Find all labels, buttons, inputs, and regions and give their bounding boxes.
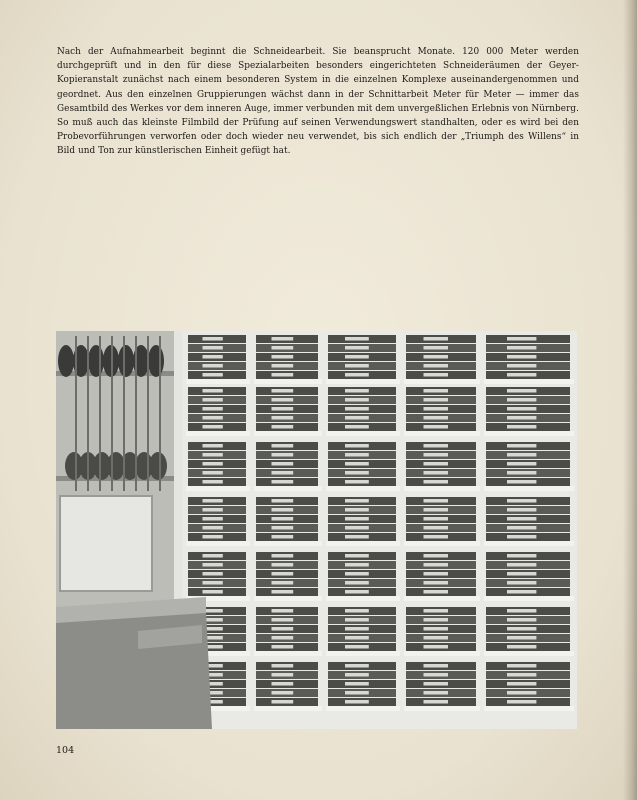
film-box-label	[272, 407, 294, 411]
film-box-label	[345, 636, 369, 640]
film-box-label	[272, 364, 294, 368]
film-box-label	[203, 407, 223, 411]
film-box-label	[203, 453, 223, 457]
film-box-label	[345, 508, 369, 512]
film-box-label	[345, 554, 369, 558]
body-paragraph: Nach der Aufnahmearbeit beginnt die Schneidearbeit. Sie beansprucht Monate. 120 000 Meter werden durchgeprüft und in den für diese Spezialarbeiten besonders eingerichteten Schneideräumen der Geyer-Kopieranstalt zunächst nach einem besonderen System in die einzelnen Komplexe auseinandergenommen und geordnet. Aus den einzelnen Gruppierungen wächst dann in der Schnittarbeit Meter für Meter — immer das Gesamtbild des Werkes vor dem inneren Auge, immer verbunden mit dem unvergeßlichen Erlebnis von Nürnberg. So muß auch das kleinste Filmbild der Prüfung auf seinen Verwendungswert standhalten, oder es wird bei den Probevorführungen verworfen oder doch wieder neu verwendet, bis sich endlich der „Triumph des Willens“ in Bild und Ton zur künstlerischen Einheit gefügt hat.	[57, 47, 579, 157]
film-box-label	[424, 398, 449, 402]
film-box-label	[272, 355, 294, 359]
film-box-label	[272, 627, 294, 631]
film-box-label	[424, 453, 449, 457]
film-box-label	[345, 645, 369, 649]
film-reel	[58, 345, 74, 377]
film-box-label	[424, 664, 449, 668]
film-box-label	[203, 554, 223, 558]
shelf-board	[484, 651, 574, 656]
film-box-label	[345, 590, 369, 594]
film-box-label	[203, 346, 223, 350]
film-box-label	[345, 691, 369, 695]
film-box-label	[507, 691, 536, 695]
film-box-label	[507, 480, 536, 484]
film-box-label	[203, 364, 223, 368]
film-box-label	[345, 425, 369, 429]
film-box-label	[345, 337, 369, 341]
film-box-label	[507, 609, 536, 613]
film-box-label	[507, 682, 536, 686]
shelf-board	[404, 651, 480, 656]
film-box-label	[507, 398, 536, 402]
film-box-label	[507, 627, 536, 631]
film-box-label	[424, 682, 449, 686]
film-box-label	[507, 444, 536, 448]
film-box-label	[203, 471, 223, 475]
film-box-label	[424, 636, 449, 640]
film-box-label	[203, 517, 223, 521]
shelf-board	[404, 596, 480, 601]
film-box-label	[345, 517, 369, 521]
film-box-label	[424, 645, 449, 649]
film-box-label	[345, 398, 369, 402]
film-box-label	[203, 526, 223, 530]
film-box-label	[507, 346, 536, 350]
film-box-label	[345, 373, 369, 377]
film-box-label	[424, 618, 449, 622]
film-box-label	[507, 645, 536, 649]
film-box-label	[424, 572, 449, 576]
shelf-board	[186, 431, 250, 436]
film-box-label	[345, 364, 369, 368]
film-box-label	[203, 563, 223, 567]
film-box-label	[345, 389, 369, 393]
film-box-label	[507, 389, 536, 393]
film-box-label	[507, 572, 536, 576]
film-box-label	[203, 337, 223, 341]
film-box-label	[203, 425, 223, 429]
film-box-label	[272, 563, 294, 567]
film-box-label	[507, 517, 536, 521]
film-box-label	[203, 581, 223, 585]
film-box-label	[272, 581, 294, 585]
film-box-label	[424, 471, 449, 475]
film-box-label	[272, 691, 294, 695]
shelf-board	[186, 379, 250, 384]
film-box-label	[424, 425, 449, 429]
shelf-board	[254, 486, 322, 491]
film-box-label	[507, 508, 536, 512]
film-box-label	[345, 682, 369, 686]
film-box-label	[345, 471, 369, 475]
film-box-label	[272, 373, 294, 377]
film-box-label	[424, 563, 449, 567]
film-box-label	[203, 590, 223, 594]
page-spine-shadow	[623, 0, 637, 800]
film-box-label	[272, 618, 294, 622]
shelf-board	[484, 486, 574, 491]
shelf-board	[254, 431, 322, 436]
film-box-label	[272, 444, 294, 448]
shelf-board	[186, 541, 250, 546]
film-box-label	[424, 499, 449, 503]
shelf-board	[404, 706, 480, 711]
film-box-label	[345, 444, 369, 448]
film-box-label	[507, 535, 536, 539]
film-box-label	[345, 535, 369, 539]
film-box-label	[507, 673, 536, 677]
film-box-label	[424, 691, 449, 695]
film-box-label	[507, 373, 536, 377]
film-box-label	[272, 398, 294, 402]
shelf-board	[484, 706, 574, 711]
film-box-label	[203, 373, 223, 377]
film-box-label	[272, 673, 294, 677]
film-reel	[148, 345, 164, 377]
shelf-board	[326, 706, 400, 711]
film-box-label	[272, 499, 294, 503]
film-box-label	[345, 462, 369, 466]
film-box-label	[345, 407, 369, 411]
shelf-board	[326, 651, 400, 656]
film-box-label	[424, 609, 449, 613]
film-box-label	[345, 346, 369, 350]
film-box-label	[507, 618, 536, 622]
film-box-label	[203, 480, 223, 484]
film-box-label	[345, 563, 369, 567]
shelf-board	[484, 379, 574, 384]
film-box-label	[424, 337, 449, 341]
film-box-label	[507, 554, 536, 558]
film-box-label	[272, 416, 294, 420]
shelf-board	[254, 651, 322, 656]
film-box-label	[345, 700, 369, 704]
white-panel	[60, 496, 152, 591]
film-box-label	[272, 389, 294, 393]
film-box-label	[507, 526, 536, 530]
film-box-label	[345, 453, 369, 457]
film-box-label	[424, 673, 449, 677]
shelf-board	[254, 379, 322, 384]
film-box-label	[272, 682, 294, 686]
film-box-label	[345, 572, 369, 576]
shelf-board	[326, 541, 400, 546]
film-box-label	[272, 609, 294, 613]
shelf-board	[326, 596, 400, 601]
film-box-label	[272, 526, 294, 530]
film-box-label	[424, 627, 449, 631]
film-box-label	[272, 337, 294, 341]
film-box-label	[345, 673, 369, 677]
film-box-label	[507, 664, 536, 668]
film-box-label	[345, 609, 369, 613]
shelf-board	[186, 486, 250, 491]
film-box-label	[507, 425, 536, 429]
film-box-label	[507, 563, 536, 567]
film-box-label	[272, 700, 294, 704]
shelf-board	[254, 706, 322, 711]
film-box-label	[345, 664, 369, 668]
shelf-board	[404, 379, 480, 384]
film-box-label	[272, 346, 294, 350]
film-box-label	[507, 462, 536, 466]
film-box-label	[272, 462, 294, 466]
film-box-label	[424, 590, 449, 594]
film-box-label	[272, 535, 294, 539]
film-box-label	[507, 471, 536, 475]
shelf-board	[404, 541, 480, 546]
film-box-label	[272, 590, 294, 594]
film-box-label	[203, 398, 223, 402]
film-box-label	[203, 508, 223, 512]
film-box-label	[203, 389, 223, 393]
film-box-label	[424, 462, 449, 466]
film-box-label	[345, 416, 369, 420]
shelf-board	[254, 596, 322, 601]
film-box-label	[424, 700, 449, 704]
film-archive-photograph	[56, 331, 577, 729]
film-box-label	[424, 407, 449, 411]
film-box-label	[203, 355, 223, 359]
film-box-label	[345, 480, 369, 484]
film-box-label	[507, 364, 536, 368]
film-box-label	[424, 364, 449, 368]
film-box-label	[424, 480, 449, 484]
film-box-label	[424, 517, 449, 521]
film-box-label	[272, 572, 294, 576]
film-box-label	[272, 636, 294, 640]
film-box-label	[424, 444, 449, 448]
film-box-label	[203, 572, 223, 576]
film-box-label	[507, 355, 536, 359]
film-box-label	[507, 499, 536, 503]
film-reel	[149, 452, 167, 480]
film-box-label	[507, 416, 536, 420]
film-box-label	[272, 554, 294, 558]
film-box-label	[424, 535, 449, 539]
film-box-label	[345, 581, 369, 585]
shelf-board	[326, 486, 400, 491]
film-box-label	[345, 355, 369, 359]
shelf-board	[404, 486, 480, 491]
film-box-label	[203, 416, 223, 420]
film-box-label	[507, 453, 536, 457]
film-box-label	[272, 645, 294, 649]
film-box-label	[272, 517, 294, 521]
shelf-board	[404, 431, 480, 436]
film-box-label	[203, 499, 223, 503]
shelf-board	[484, 431, 574, 436]
film-box-label	[424, 373, 449, 377]
film-box-label	[345, 618, 369, 622]
film-box-label	[507, 407, 536, 411]
film-box-label	[272, 471, 294, 475]
shelf-board	[484, 596, 574, 601]
film-box-label	[272, 508, 294, 512]
film-box-label	[424, 389, 449, 393]
shelf-board	[326, 431, 400, 436]
film-box-label	[272, 453, 294, 457]
film-shelves-illustration	[56, 331, 577, 729]
film-box-label	[424, 355, 449, 359]
film-box-label	[507, 700, 536, 704]
film-box-label	[507, 590, 536, 594]
film-reel	[88, 345, 104, 377]
film-box-label	[507, 581, 536, 585]
film-box-label	[203, 444, 223, 448]
film-box-label	[424, 581, 449, 585]
film-box-label	[345, 526, 369, 530]
film-box-label	[203, 462, 223, 466]
film-box-label	[424, 346, 449, 350]
film-box-label	[507, 636, 536, 640]
shelf-board	[484, 541, 574, 546]
shelf-board	[326, 379, 400, 384]
film-reel	[118, 345, 134, 377]
film-box-label	[272, 664, 294, 668]
film-box-label	[424, 508, 449, 512]
film-box-label	[272, 425, 294, 429]
film-box-label	[272, 480, 294, 484]
page-number: 104	[56, 745, 75, 756]
film-box-label	[424, 526, 449, 530]
film-box-label	[345, 627, 369, 631]
film-box-label	[424, 416, 449, 420]
film-box-label	[424, 554, 449, 558]
shelf-board	[254, 541, 322, 546]
film-box-label	[203, 535, 223, 539]
film-box-label	[345, 499, 369, 503]
film-box-label	[507, 337, 536, 341]
